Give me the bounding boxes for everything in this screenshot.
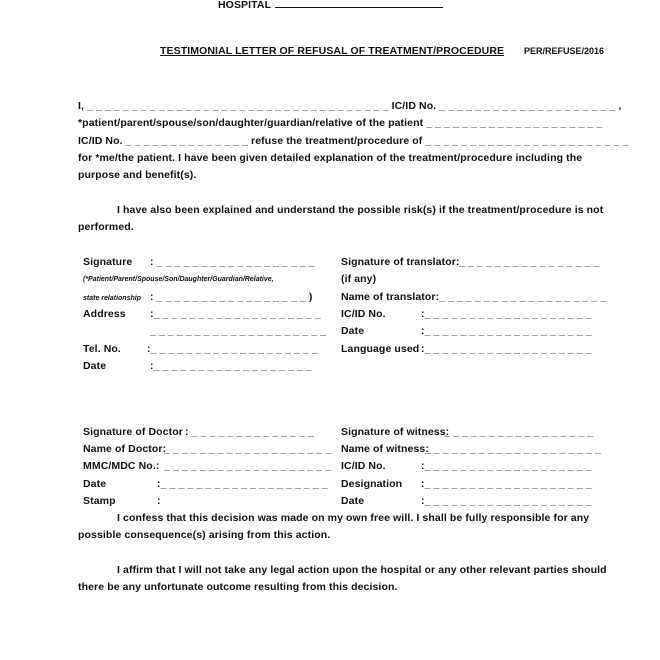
risk-paragraph-2: performed. <box>78 221 134 233</box>
explanation-line-2: purpose and benefit(s). <box>78 169 197 181</box>
witness-name-label: Name of witness: <box>341 443 429 455</box>
doctor-signature-label: Signature of Doctor <box>83 426 183 438</box>
stamp-label: Stamp <box>83 495 116 507</box>
explanation-line: for *me/the patient. I have been given detailed explanation of the treatment/procedure including the <box>78 152 583 164</box>
witness-date-label: Date <box>341 495 365 507</box>
language-label: Language used <box>341 343 420 355</box>
tel-label: Tel. No. <box>83 343 121 355</box>
doctor-date-label: Date <box>83 478 107 490</box>
language-field[interactable]: :_ _ _ _ _ _ _ _ _ _ _ _ _ _ _ _ _ _ _ <box>421 343 592 355</box>
doctor-signature-field[interactable]: : _ _ _ _ _ _ _ _ _ _ _ _ _ _ <box>185 426 314 438</box>
translator-date-field[interactable]: :_ _ _ _ _ _ _ _ _ _ _ _ _ _ _ _ _ _ _ <box>421 325 592 337</box>
translator-signature-field[interactable]: _ _ _ _ _ _ _ _ _ _ _ _ _ _ _ _ <box>459 256 600 268</box>
translator-if-any: (if any) <box>341 273 377 285</box>
risk-paragraph: I have also been explained and understand the possible risk(s) if the treatment/procedure is not <box>117 204 604 216</box>
hospital-header <box>218 0 443 11</box>
stamp-field[interactable]: : <box>157 495 161 507</box>
translator-name-field[interactable]: _ _ _ _ _ _ _ _ _ _ _ _ _ _ _ _ _ _ _ <box>439 291 607 303</box>
address-field-2[interactable]: _ _ _ _ _ _ _ _ _ _ _ _ _ _ _ _ _ _ _ _ <box>150 325 327 337</box>
doctor-name-label: Name of Doctor: <box>83 443 167 455</box>
patient-date-field[interactable]: :_ _ _ _ _ _ _ _ _ _ _ _ _ _ _ _ _ _ <box>150 360 312 372</box>
designation-field[interactable]: :_ _ _ _ _ _ _ _ _ _ _ _ _ _ _ _ _ _ _ <box>421 478 592 490</box>
affirmation-paragraph: I affirm that I will not take any legal action upon the hospital or any other relevant parties should <box>117 564 607 576</box>
translator-icid-field[interactable]: :_ _ _ _ _ _ _ _ _ _ _ _ _ _ _ _ _ _ _ <box>421 308 592 320</box>
reference-code: PER/REFUSE/2016 <box>524 46 605 56</box>
treatment-line[interactable]: IC/ID No. _ _ _ _ _ _ _ _ _ _ _ _ _ _ refuse the treatment/procedure of _ _ _ _ _ _ _ _ _ _ _ _ _ _ _ _ _ _ _ _ _ _ _ <box>78 135 629 147</box>
confession-paragraph-2: possible consequence(s) arising from this action. <box>78 529 331 541</box>
address-field-1[interactable]: :_ _ _ _ _ _ _ _ _ _ _ _ _ _ _ _ _ _ _ <box>150 308 321 320</box>
affirmation-paragraph-2: there be any unfortunate outcome resulting from this decision. <box>78 581 398 593</box>
designation-label: Designation <box>341 478 403 490</box>
witness-icid-label: IC/ID No. <box>341 460 386 472</box>
patient-signature-field[interactable]: : _ _ _ _ _ _ _ _ _ _ _ _ _ _ _ _ _ _ <box>150 256 315 268</box>
hospital-label: HOSPITAL <box>218 0 272 11</box>
witness-name-field[interactable]: _ _ _ _ _ _ _ _ _ _ _ _ _ _ _ _ _ _ _ _ <box>425 443 602 455</box>
relationship-line[interactable]: *patient/parent/spouse/son/daughter/guardian/relative of the patient _ _ _ _ _ _ _ _ _ _ _ _ _ _ _ _ _ _ _ _ <box>78 117 603 129</box>
address-label: Address <box>83 308 126 320</box>
doctor-name-field[interactable]: _ _ _ _ _ _ _ _ _ _ _ _ _ _ _ _ _ _ _ <box>164 443 332 455</box>
document-title: TESTIMONIAL LETTER OF REFUSAL OF TREATMENT/PROCEDURE <box>160 45 505 57</box>
relationship-note: (*Patient/Parent/Spouse/Son/Daughter/Guardian/Relative, <box>83 276 274 283</box>
declarant-line[interactable]: I, _ _ _ _ _ _ _ _ _ _ _ _ _ _ _ _ _ _ _ _ _ _ _ _ _ _ _ _ _ _ _ _ _ _ IC/ID No. _ _ _ _ _ _ _ _ _ _ _ _ _ _ _ _ _ _ _ _ , <box>78 100 622 112</box>
patient-date-label: Date <box>83 360 107 372</box>
translator-signature-label: Signature of translator: <box>341 256 460 268</box>
confession-paragraph: I confess that this decision was made on my own free will. I shall be fully responsible for any <box>117 512 590 524</box>
translator-name-label: Name of translator: <box>341 291 440 303</box>
hospital-name-line[interactable] <box>275 0 443 8</box>
state-relationship-field[interactable]: : _ _ _ _ _ _ _ _ _ _ _ _ _ _ _ _ _ ) <box>150 291 313 303</box>
tel-field[interactable]: :_ _ _ _ _ _ _ _ _ _ _ _ _ _ _ _ _ _ _ <box>147 343 318 355</box>
mmc-label: MMC/MDC No.: <box>83 460 160 472</box>
translator-icid-label: IC/ID No. <box>341 308 386 320</box>
mmc-field[interactable]: _ _ _ _ _ _ _ _ _ _ _ _ _ _ _ _ _ _ _ <box>164 460 332 472</box>
state-relationship-label: state relationship <box>83 295 141 302</box>
witness-signature-field[interactable]: _ _ _ _ _ _ _ _ _ _ _ _ _ _ _ _ _ <box>444 426 594 438</box>
patient-signature-label: Signature <box>83 256 133 268</box>
translator-date-label: Date <box>341 325 365 337</box>
witness-date-field[interactable]: :_ _ _ _ _ _ _ _ _ _ _ _ _ _ _ _ _ _ _ <box>421 495 592 507</box>
doctor-date-field[interactable]: :_ _ _ _ _ _ _ _ _ _ _ _ _ _ _ _ _ _ _ <box>157 478 328 490</box>
witness-signature-label: Signature of witness: <box>341 426 450 438</box>
witness-icid-field[interactable]: :_ _ _ _ _ _ _ _ _ _ _ _ _ _ _ _ _ _ _ <box>421 460 592 472</box>
